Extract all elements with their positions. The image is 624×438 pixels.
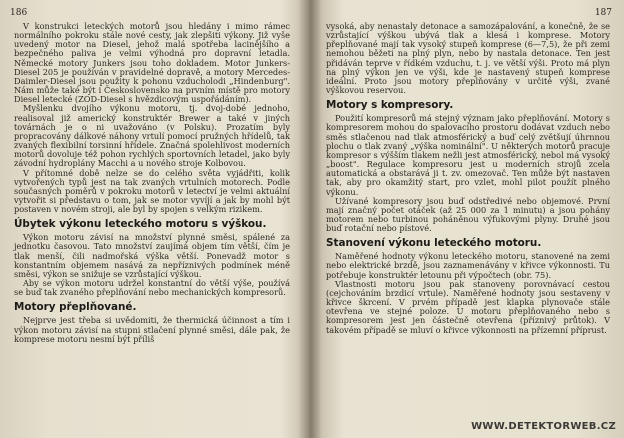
paragraph: Užívané kompresory jsou buď odstředivé nebo objemové. První mají značný počet otáček (až 25 000 za 1 minutu) a jsou pohány motorem nebo turbinou poháněnou výfukovými plyny. Druhé jsou buď rotační nebo pístové. (326, 195, 610, 234)
paragraph: Použití kompresorů má stejný význam jako přeplňování. Motory s kompresorem mohou do spalovacího prostoru dodávat vzduch nebo směs stlačenou nad tlak atmosférický a buď celý zvětšují úhrnnou plochu o tlak zvaný „výška nominální". U některých motorů pracuje kompresor s výšším tlakem nežli jest atmosférický, nebol má vysoký „boost". Regulace kompresoru jest u moderních strojů zcela automatická a obstarává ji t. zv. omezovač. Ten může být nastaven tak, aby pro okamžitý start, pro vzlet, mohl pilot použít plného výkonu. (326, 113, 610, 197)
left-page (6, 0, 296, 438)
right-page (322, 0, 618, 438)
left-text-column (14, 22, 290, 344)
left-page-number: 186 (10, 8, 28, 18)
section-heading: Motory s kompresory. (326, 99, 454, 112)
book-gutter (298, 0, 322, 438)
section-heading: Motory přeplňované. (14, 301, 137, 314)
paragraph: vysoká, aby nenastaly detonace a samozápalování, a konečně, že se vzrůstající výškou ubývá tlak a klesá i komprese. Motory přeplňované mají tak vysoký stupeň komprese (6—7,5), že při zemi nemohou běžeti na plný plyn, nebo by nastala detonace. Ten jest přidáván teprve v řídkém vzduchu, t. j. ve větší výši. Proto má plyn na plný výkon jen ve výši, kde je nastavený stupeň komprese ideální. Proto jsou motory přeplňovány v určité výši, zvané výškovou reservou. (326, 21, 610, 96)
paragraph: Aby se výkon motoru udržel konstantní do větší výše, používá se buď tak zvaného přeplňování nebo mechanických kompresorů. (14, 278, 290, 298)
paragraph: Výkon motoru závisí na množství plynné směsi, spálené za jednotku časovou. Tato množství zaujímá objem tím větší, čím je tlak menší, čili nadmořská výška větší. Ponevadž motor s konstantním objemem nasává za nepříznivých podmínek méně směsi, výkon se snižuje se vzrůstající výškou. (14, 232, 290, 279)
paragraph: Nejprve jest třeba si uvědomiti, že thermická účinnost a tím i výkon motoru závisí na stupni stlačení plynné směsi, dále pak, že komprese motoru nesmí být příliš (14, 315, 290, 344)
paragraph: Myšlenku dvojího výkonu motoru, tj. dvoj-dobé jednoho, realisoval již americký konstruktér Brewer a také v jiných továrnách je o ni uvažováno (v Polsku). Prozatím byly propracovány dálkové náhony vrtulí pomocí pružných hřídelů, tak zvaných flexibilní torsinní hřídele. Značná spolehlivost moderních motorů dovoluje též pohon rychlých sportovních letadel, jako byly závodní hydroplány Macchi a u nového stroje Kolbovou. (14, 103, 290, 169)
paragraph: V přítomné době nelze se do celého světa vyjádřiti, kolik vytvořených typů jest na tak zvaných vrtulních motorech. Podle současných poměrů v pokroku motorů v letectví je velmi aktuální vytvořit si představu o tom, jak se motor vyvíjí a jak by mohl být postaven v novém stroji, ale byl by spojen s velkým rizikem. (14, 167, 290, 215)
paragraph: V konstrukci leteckých motorů jsou hledány i mimo rámec normálního pokroku stále nové cesty, jak zlepšiti výkony. Již vyše uvedený motor na Diesel, jehož malá spotřeba lacinějšího a bezpečného paliva je velmi výhodná pro dopravní letadla. Německé motory Junkers jsou toho dokladem. Motor Junkers-Diesel 205 je používán v pravidelné dopravě, a motory Mercedes-Daimler-Diesel jsou použity k pohonu vzducholodi „Hindenburg". Nám může také být i Československo na prvním místě pro motory Diesel letecké (ZOD-Diesel s hvězdicovým uspořádáním). (14, 21, 290, 105)
watermark: WWW.DETEKTORWEB.CZ (471, 421, 616, 432)
section-heading: Úbytek výkonu leteckého motoru s výškou. (14, 218, 267, 231)
right-page-number: 187 (594, 8, 612, 18)
paragraph: Vlastnosti motoru jsou pak stanoveny porovnávací cestou (cejchováním brzdicí vrtule). Naměřené hodnoty jsou sestaveny v křivce škrcení. V prvém případě jest klapka plynovače stále otevřena ve stejné poloze. U motoru přeplňovaného nebo s kompresorem jest jen částečně otevřena (příznivý průtok). V takovém případě se mluví o křivce výkonnosti na přízemní příprust. (326, 278, 610, 335)
right-text-column (326, 22, 610, 335)
paragraph: Naměřené hodnoty výkonu leteckého motoru, stanovené na zemi nebo elektrické brzdě, jsou zaznamenávány v křivce výkonnosti. Tu potřebuje konstruktér letounu při výpočtech (obr. 75). (326, 251, 610, 280)
section-heading: Stanovení výkonu leteckého motoru. (326, 237, 542, 250)
